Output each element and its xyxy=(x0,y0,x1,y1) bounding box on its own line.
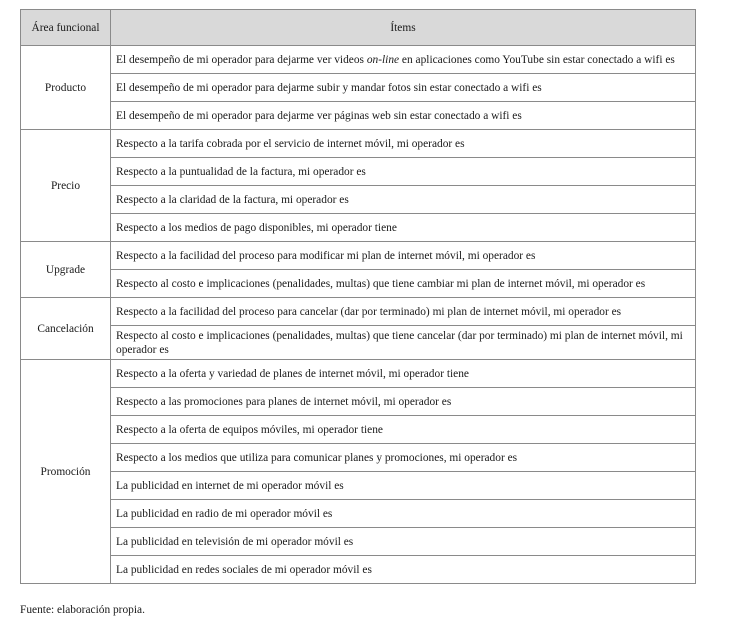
table-row xyxy=(21,388,696,416)
table-row xyxy=(21,416,696,444)
table-row xyxy=(21,130,696,158)
item-cell: El desempeño de mi operador para dejarme ver páginas web sin estar conectado a wifi es xyxy=(111,102,696,130)
table-row xyxy=(21,298,696,326)
item-cell: El desempeño de mi operador para dejarme ver videos on-line en aplicaciones como YouTube sin estar conectado a wifi es xyxy=(111,46,696,74)
item-cell: La publicidad en redes sociales de mi operador móvil es xyxy=(111,556,696,584)
item-cell: La publicidad en radio de mi operador móvil es xyxy=(111,500,696,528)
header-items: Ítems xyxy=(111,10,696,46)
header-area: Área funcional xyxy=(21,10,111,46)
item-cell: El desempeño de mi operador para dejarme subir y mandar fotos sin estar conectado a wifi es xyxy=(111,74,696,102)
item-cell: Respecto a la puntualidad de la factura, mi operador es xyxy=(111,158,696,186)
area-cell-cancelacion: Cancelación xyxy=(21,298,111,360)
table-row xyxy=(21,214,696,242)
table-row xyxy=(21,102,696,130)
table-container xyxy=(20,9,695,584)
item-cell: La publicidad en televisión de mi operador móvil es xyxy=(111,528,696,556)
table-row xyxy=(21,270,696,298)
item-cell: Respecto a los medios de pago disponibles, mi operador tiene xyxy=(111,214,696,242)
table-row xyxy=(21,444,696,472)
table-row xyxy=(21,472,696,500)
table-row xyxy=(21,360,696,388)
source-note: Fuente: elaboración propia. xyxy=(20,604,145,616)
item-cell: Respecto a los medios que utiliza para comunicar planes y promociones, mi operador es xyxy=(111,444,696,472)
table-row xyxy=(21,158,696,186)
item-cell: La publicidad en internet de mi operador móvil es xyxy=(111,472,696,500)
table-row xyxy=(21,46,696,74)
table-row xyxy=(21,326,696,360)
table-row xyxy=(21,528,696,556)
table-row xyxy=(21,500,696,528)
item-cell: Respecto a la facilidad del proceso para cancelar (dar por terminado) mi plan de internet móvil, mi operador es xyxy=(111,298,696,326)
item-cell: Respecto al costo e implicaciones (penalidades, multas) que tiene cambiar mi plan de internet móvil, mi operador es xyxy=(111,270,696,298)
item-cell: Respecto a la facilidad del proceso para modificar mi plan de internet móvil, mi operador es xyxy=(111,242,696,270)
item-cell: Respecto a la claridad de la factura, mi operador es xyxy=(111,186,696,214)
table-row xyxy=(21,74,696,102)
table-header-row xyxy=(21,10,696,46)
table-row xyxy=(21,556,696,584)
item-cell: Respecto a la oferta y variedad de planes de internet móvil, mi operador tiene xyxy=(111,360,696,388)
area-cell-precio: Precio xyxy=(21,130,111,242)
item-cell: Respecto a la oferta de equipos móviles, mi operador tiene xyxy=(111,416,696,444)
item-cell: Respecto a las promociones para planes de internet móvil, mi operador es xyxy=(111,388,696,416)
table-row xyxy=(21,186,696,214)
area-cell-promocion: Promoción xyxy=(21,360,111,584)
area-cell-producto: Producto xyxy=(21,46,111,130)
item-cell: Respecto al costo e implicaciones (penalidades, multas) que tiene cancelar (dar por terminado) mi plan de internet móvil, mi operador es xyxy=(111,326,696,360)
item-cell: Respecto a la tarifa cobrada por el servicio de internet móvil, mi operador es xyxy=(111,130,696,158)
area-cell-upgrade: Upgrade xyxy=(21,242,111,298)
functional-area-items-table xyxy=(20,9,696,584)
table-row xyxy=(21,242,696,270)
item-emphasis: on-line xyxy=(366,53,400,66)
